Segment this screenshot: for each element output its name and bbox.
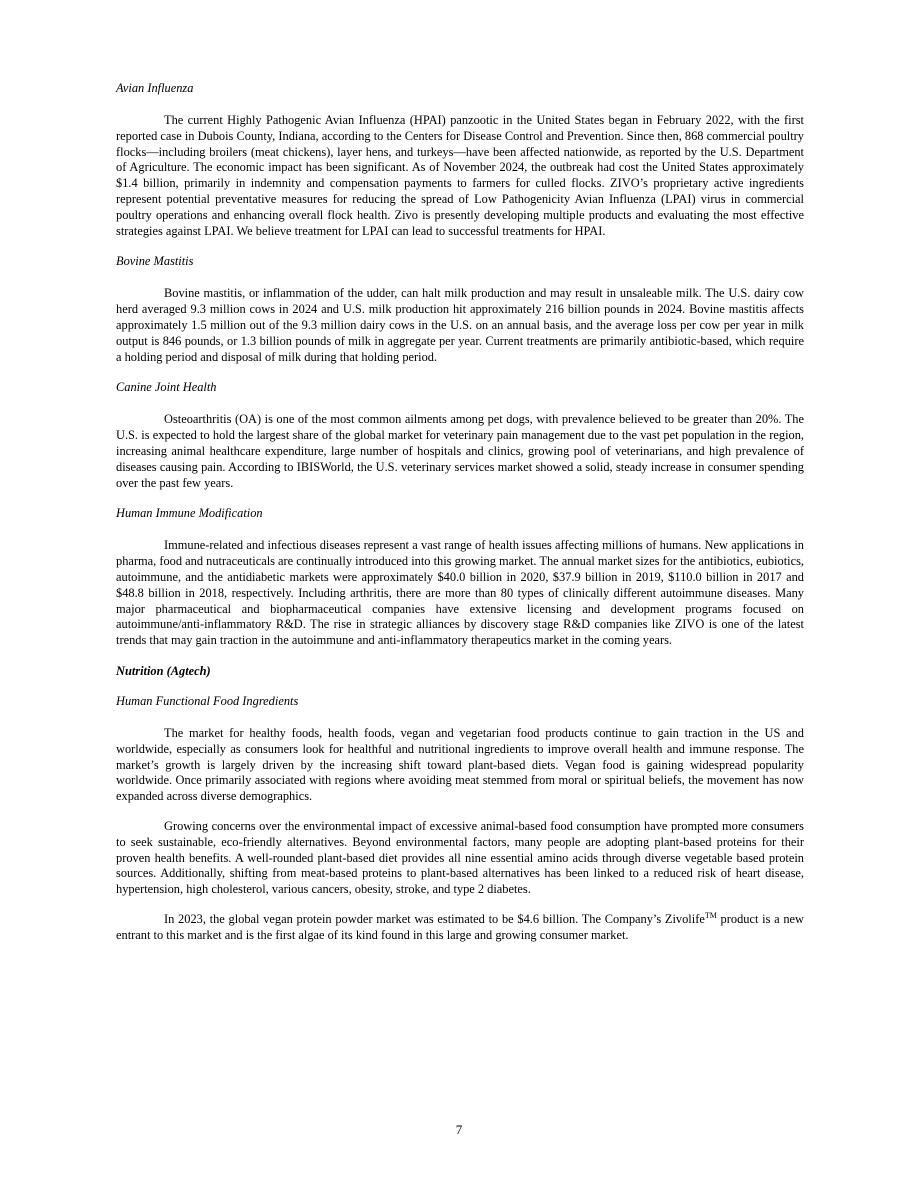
paragraph-3-text-before: In 2023, the global vegan protein powder market was estimated to be $4.6 billion. The Company’s Zivolife	[164, 911, 705, 926]
heading-nutrition-agtech: Nutrition (Agtech)	[116, 663, 211, 678]
page-number: 7	[455, 1122, 463, 1137]
paragraph-functional-food-3	[116, 912, 804, 944]
heading-human-immune-modification: Human Immune Modification	[116, 506, 263, 521]
document-page	[116, 80, 804, 943]
heading-bovine-mastitis: Bovine Mastitis	[116, 254, 194, 269]
paragraph-bovine-mastitis: Bovine mastitis, or inflammation of the udder, can halt milk production and may result in unsaleable milk. The U.S. dairy cow herd averaged 9.3 million cows in 2024 and U.S. milk production hit approximately 216 billion pounds in 2024. Bovine mastitis affects approximately 1.5 million out of the 9.3 million dairy cows in the U.S. on an annual basis, and the average loss per cow per year in milk output is 846 pounds, or 1.3 billion pounds of milk in aggregate per year. Current treatments are primarily antibiotic-based, which require a holding period and disposal of milk during that holding period.	[116, 286, 804, 364]
heading-human-functional-food: Human Functional Food Ingredients	[116, 693, 299, 708]
heading-canine-joint-health: Canine Joint Health	[116, 380, 217, 395]
paragraph-human-immune-modification: Immune-related and infectious diseases represent a vast range of health issues affecting millions of humans. New applications in pharma, food and nutraceuticals are continually introduced into this growing market. The annual market sizes for the antibiotics, eubiotics, autoimmune, and the antidiabetic markets were approximately $40.0 billion in 2020, $37.9 billion in 2019, $110.0 billion in 2017 and $48.8 billion in 2018, respectively. Including arthritis, there are more than 80 types of clinically different autoimmune diseases. Many major pharmaceutical and biopharmaceutical companies have extensive licensing and development programs focused on autoimmune/anti-inflammatory R&D. The rise in strategic alliances by discovery stage R&D companies like ZIVO is one of the latest trends that may gain traction in the autoimmune and anti-inflammatory therapeutics market in the coming years.	[116, 538, 804, 648]
paragraph-canine-joint-health: Osteoarthritis (OA) is one of the most common ailments among pet dogs, with prevalence believed to be greater than 20%. The U.S. is expected to hold the largest share of the global market for veterinary pain management due to the vast pet population in the region, increasing animal healthcare expenditure, large number of hospitals and clinics, growing pool of veterinarians, and high prevalence of diseases causing pain. According to IBISWorld, the U.S. veterinary services market showed a solid, steady increase in consumer spending over the past few years.	[116, 412, 804, 490]
paragraph-avian-influenza: The current Highly Pathogenic Avian Influenza (HPAI) panzootic in the United States began in February 2022, with the first reported case in Dubois County, Indiana, according to the Centers for Disease Control and Prevention. Since then, 868 commercial poultry flocks—including broilers (meat chickens), layer hens, and turkeys—have been affected nationwide, as reported by the U.S. Department of Agriculture. The economic impact has been significant. As of November 2024, the outbreak had cost the United States approximately $1.4 billion, primarily in indemnity and compensation payments to farmers for culled flocks. ZIVO’s proprietary active ingredients represent potential preventative measures for reducing the spread of Low Pathogenicity Avian Influenza (LPAI) virus in commercial poultry operations and enhancing overall flock health. Zivo is presently developing multiple products and evaluating the most effective strategies against LPAI. We believe treatment for LPAI can lead to successful treatments for HPAI.	[116, 113, 804, 238]
heading-avian-influenza: Avian Influenza	[116, 81, 194, 95]
trademark-symbol: TM	[704, 910, 717, 920]
paragraph-functional-food-1: The market for healthy foods, health foods, vegan and vegetarian food products continue to gain traction in the US and worldwide, especially as consumers look for healthful and nutritional ingredients to improve overall health and immune response. The market’s growth is largely driven by the increasing shift toward plant-based diets. Vegan food is gaining widespread popularity worldwide. Once primarily associated with regions where avoiding meat stemmed from moral or spiritual beliefs, the movement has now expanded across diverse demographics.	[116, 725, 804, 804]
paragraph-functional-food-2: Growing concerns over the environmental impact of excessive animal-based food consumption have prompted more consumers to seek sustainable, eco-friendly alternatives. Beyond environmental factors, many people are adopting plant-based proteins for their proven health benefits. A well-rounded plant-based diet provides all nine essential amino acids through diverse vegetable based protein sources. Additionally, shifting from meat-based proteins to plant-based alternatives has been linked to a reduced risk of heart disease, hypertension, high cholesterol, various cancers, obesity, stroke, and type 2 diabetes.	[116, 818, 804, 897]
paragraph-3-text-after: product is a new entrant to this market and is the first algae of its kind found in this large and growing consumer market.	[116, 911, 804, 942]
